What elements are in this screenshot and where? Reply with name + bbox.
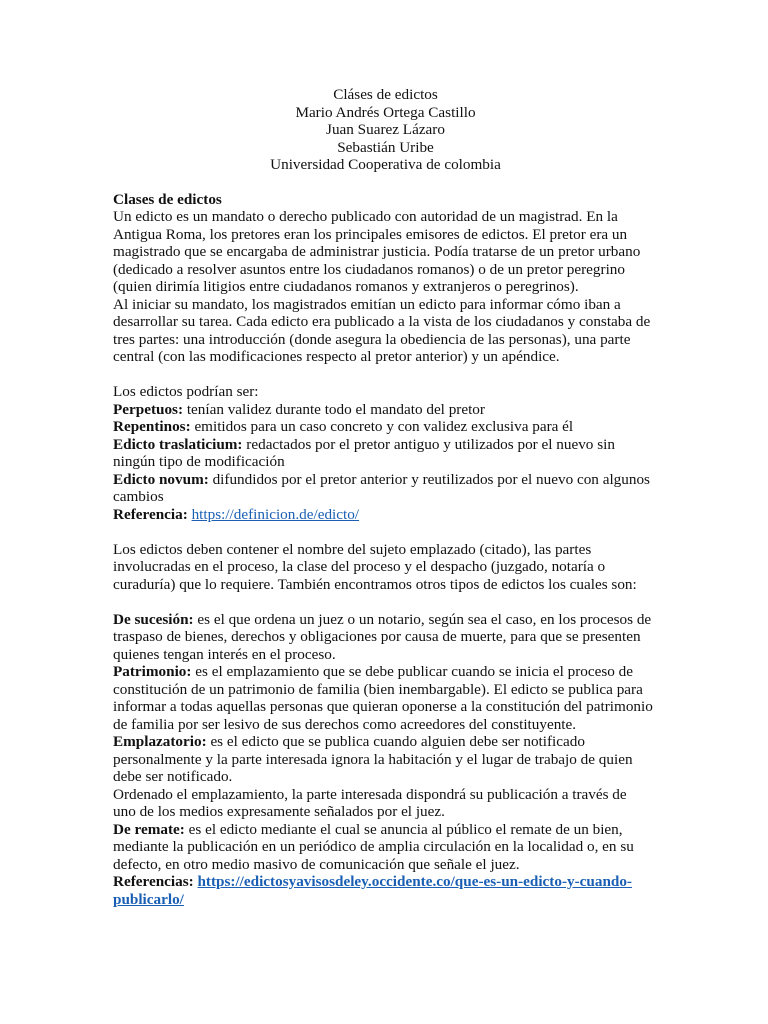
references-link[interactable]: https://edictosyavisosdeley.occidente.co/que-es-un-edicto-y-cuando-publicarlo/ xyxy=(113,873,632,908)
type-item-repentinos: Repentinos: emitidos para un caso concreto y con validez exclusiva para él xyxy=(113,418,574,435)
document-header xyxy=(118,86,653,174)
paragraph-contents: Los edictos deben contener el nombre del sujeto emplazado (citado), las partes involucradas en el proceso, la clase del proceso y el despacho (juzgado, notaría o curaduría) que lo requiere. También encontramos otros tipos de edictos los cuales son: xyxy=(113,540,637,593)
author-2: Juan Suarez Lázaro xyxy=(326,121,445,138)
references-label: Referencias: xyxy=(113,873,194,890)
paragraph-emplazamiento: Ordenado el emplazamiento, la parte interesada dispondrá su publicación a través de uno de los medios expresamente señalados por el juez. xyxy=(113,785,627,820)
edict-item-sucesion: De sucesión: es el que ordena un juez o un notario, según sea el caso, en los procesos de traspaso de bienes, derechos y obligaciones por causa de muerte, para que se presenten quienes tengan interés en el proceso. xyxy=(113,610,652,663)
reference-label: Referencia: xyxy=(113,505,188,523)
type-item-perpetuos: Perpetuos: tenían validez durante todo el mandato del pretor xyxy=(113,400,485,418)
document-page xyxy=(113,86,653,908)
author-1: Mario Andrés Ortega Castillo xyxy=(295,103,476,121)
types-intro: Los edictos podrían ser: xyxy=(113,383,259,400)
section-heading: Clases de edictos xyxy=(113,190,222,208)
document-title: Cláses de edictos xyxy=(333,86,438,103)
university-name: Universidad Cooperativa de colombia xyxy=(270,156,501,173)
edict-item-patrimonio: Patrimonio: es el emplazamiento que se debe publicar cuando se inicia el proceso de constitución de un patrimonio de familia (bien inembargable). El edicto se publica para informar a todas aquellas personas que quieran oponerse a la constitución del patrimonio de familia por ser lesivo de sus derechos como acreedores del constituyente. xyxy=(113,663,653,733)
reference-link[interactable]: https://definicion.de/edicto/ xyxy=(191,505,360,523)
paragraph-mandate: Al iniciar su mandato, los magistrados emitían un edicto para informar cómo iban a desarrollar su tarea. Cada edicto era publicado a la vista de los ciudadanos y constaba de tres partes: una introducción (donde asegura la obediencia de las personas), una parte central (con las modificaciones respecto al pretor anterior) y un apéndice. xyxy=(113,295,651,365)
references-line xyxy=(113,873,653,908)
edict-item-emplazatorio: Emplazatorio: es el edicto que se publica cuando alguien debe ser notificado personalmente y la parte interesada ignora la habitación y el lugar de trabajo de quien debe ser notificado. xyxy=(113,733,633,785)
author-3: Sebastián Uribe xyxy=(337,138,434,156)
edict-item-remate: De remate: es el edicto mediante el cual se anuncia al público el remate de un bien, mediante la publicación en un periódico de amplia circulación en la localidad o, en su defecto, en otro medio masivo de comunicación que señale el juez. xyxy=(113,820,634,873)
reference-line xyxy=(113,506,653,524)
paragraph-definition: Un edicto es un mandato o derecho publicado con autoridad de un magistrad. En la Antigua Roma, los pretores eran los principales emisores de edictos. El pretor era un magistrado que se encargaba de administrar justicia. Podía tratarse de un pretor urbano (dedicado a resolver asuntos entre los ciudadanos romanos) o de un pretor peregrino (quien dirimía litigios entre ciudadanos romanos y extranjeros o peregrinos). xyxy=(113,208,641,295)
type-item-novum: Edicto novum: difundidos por el pretor anterior y reutilizados por el nuevo con algunos cambios xyxy=(113,470,650,505)
type-item-traslaticium: Edicto traslaticium: redactados por el pretor antiguo y utilizados por el nuevo sin ningún tipo de modificación xyxy=(113,435,615,470)
